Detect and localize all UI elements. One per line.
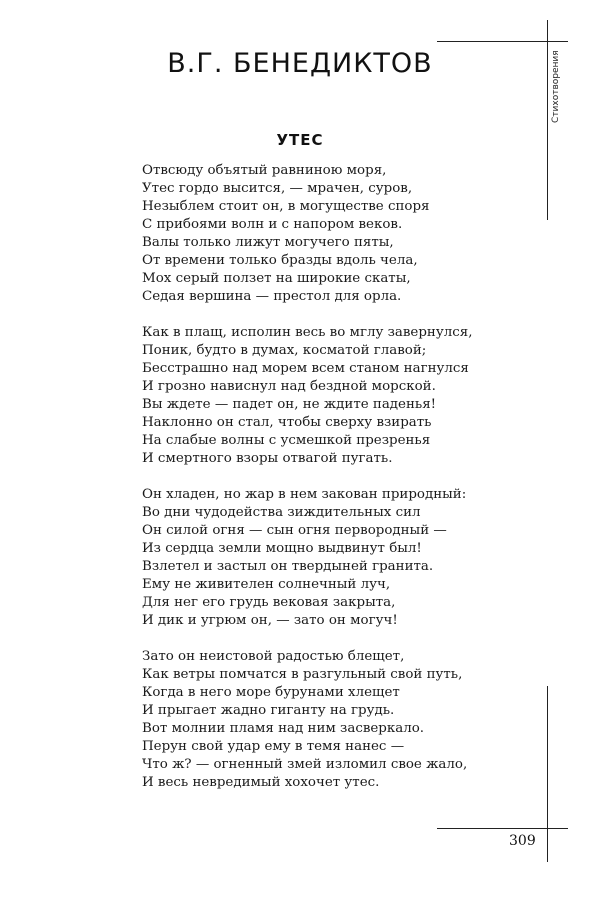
page-number: 309: [509, 833, 536, 849]
poem-line: Валы только лижут могучего пяты,: [142, 235, 394, 250]
header-rule-vertical: [547, 20, 548, 220]
poem-line: Он хладен, но жар в нем закован природный:: [142, 487, 467, 502]
poem-line: Наклонно он стал, чтобы сверху взирать: [142, 415, 432, 430]
stanza-3: [142, 486, 542, 630]
poem-line: Перун свой удар ему в темя нанес —: [142, 739, 405, 754]
poem-line: От времени только бразды вдоль чела,: [142, 253, 418, 268]
poem-line: Из сердца земли мощно выдвинут был!: [142, 541, 422, 556]
poem-line: На слабые волны с усмешкой презренья: [142, 433, 431, 448]
poem-title: УТЕС: [276, 131, 324, 149]
poem-line: Что ж? — огненный змей изломил свое жало,: [142, 757, 468, 772]
poem-line: Как в плащ, исполин весь во мглу завернулся,: [142, 325, 473, 340]
poem-line: Зато он неистовой радостью блещет,: [142, 649, 405, 664]
poem-line: И смертного взоры отвагой пугать.: [142, 451, 393, 466]
stanza-1: [142, 162, 542, 306]
poem-line: И прыгает жадно гиганту на грудь.: [142, 703, 395, 718]
poem-line: Ему не живителен солнечный луч,: [142, 577, 391, 592]
poem-line: Когда в него море бурунами хлещет: [142, 685, 400, 700]
poem-line: И дик и угрюм он, — зато он могуч!: [142, 613, 398, 628]
poem-line: С прибоями волн и с напором веков.: [142, 217, 403, 232]
poem-line: Во дни чудодейства зиждительных сил: [142, 505, 421, 520]
poem-line: Бесстрашно над морем всем станом нагнулся: [142, 361, 469, 376]
poem-line: Утес гордо высится, — мрачен, суров,: [142, 181, 413, 196]
footer-rule-horizontal: [437, 828, 568, 829]
poem-line: Вот молнии пламя над ним засверкало.: [142, 721, 425, 736]
poem-line: Взлетел и застыл он твердыней гранита.: [142, 559, 434, 574]
poem-line: И весь невредимый хохочет утес.: [142, 775, 380, 790]
poem-line: Как ветры помчатся в разгульный свой путь,: [142, 667, 463, 682]
poem-line: Седая вершина — престол для орла.: [142, 289, 402, 304]
stanza-4: [142, 648, 542, 792]
poem-line: И грозно нависнул над бездной морской.: [142, 379, 436, 394]
poem-body: [142, 162, 542, 810]
poem-line: Незыблем стоит он, в могуществе споря: [142, 199, 430, 214]
header-rule-horizontal: [437, 41, 568, 42]
stanza-2: [142, 324, 542, 468]
poem-line: Поник, будто в думах, косматой главой;: [142, 343, 427, 358]
poem-line: Мох серый ползет на широкие скаты,: [142, 271, 411, 286]
author-heading: В.Г. БЕНЕДИКТОВ: [167, 48, 433, 79]
poem-line: Для нег его грудь вековая закрыта,: [142, 595, 396, 610]
section-label: Стихотворения: [551, 50, 561, 123]
poem-line: Вы ждете — падет он, не ждите паденья!: [142, 397, 437, 412]
poem-line: Он силой огня — сын огня первородный —: [142, 523, 447, 538]
footer-rule-vertical: [547, 686, 548, 862]
poem-line: Отвсюду объятый равниною моря,: [142, 163, 387, 178]
